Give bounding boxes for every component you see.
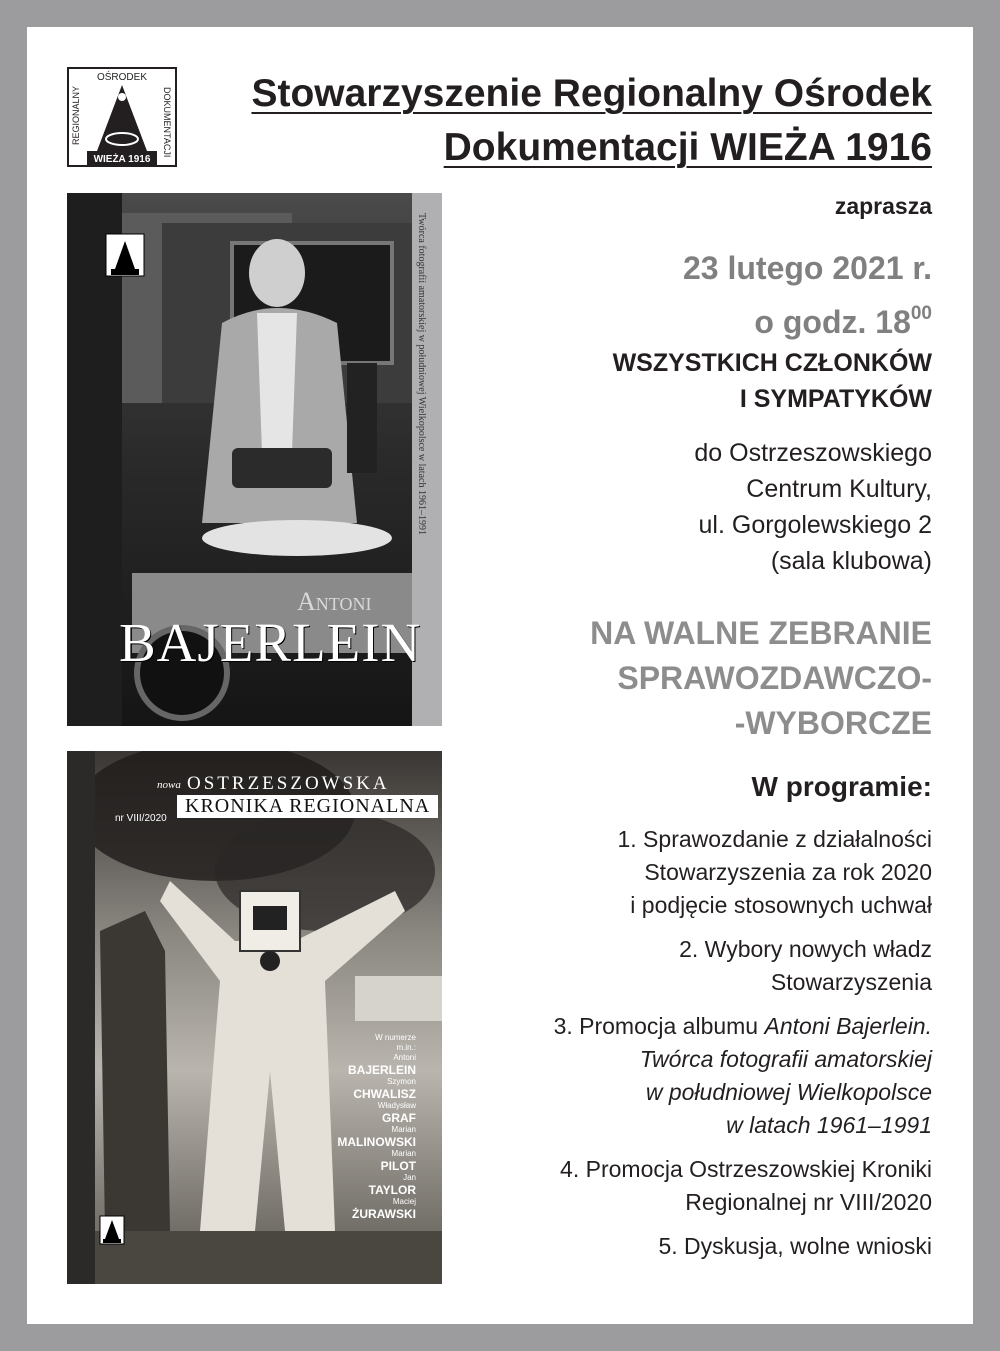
author-first: Władysław bbox=[377, 1101, 416, 1110]
author-last: CHWALISZ bbox=[353, 1087, 416, 1101]
program-line: Stowarzyszenia bbox=[770, 969, 932, 995]
meeting-title bbox=[590, 611, 932, 746]
meeting-line-2: SPRAWOZDAWCZO- bbox=[617, 660, 932, 696]
book-first-name: Antoni bbox=[297, 587, 372, 616]
title-line-1: Stowarzyszenie Regionalny Ośrodek bbox=[251, 72, 932, 115]
contents-label: W numerze bbox=[375, 1033, 416, 1042]
author-last: GRAF bbox=[382, 1111, 416, 1125]
program-item-3 bbox=[462, 1010, 932, 1142]
chronicle-spine bbox=[67, 751, 95, 1284]
tower-logo bbox=[67, 67, 177, 167]
chronicle-issue: nr VIII/2020 bbox=[115, 813, 167, 824]
organization-title bbox=[187, 67, 932, 175]
contents-label: m.in.: bbox=[396, 1043, 416, 1052]
venue bbox=[694, 435, 932, 579]
program-line: i podjęcie stosownych uchwał bbox=[630, 892, 932, 918]
program-line: Stowarzyszenia za rok 2020 bbox=[644, 859, 932, 885]
author-first: Marian bbox=[391, 1125, 416, 1134]
author-first: Maciej bbox=[392, 1197, 416, 1206]
program-line: 1. Sprawozdanie z działalności bbox=[617, 826, 932, 852]
program-list bbox=[462, 823, 932, 1274]
author-first: Marian bbox=[391, 1149, 416, 1158]
date-line: 23 lutego 2021 r. bbox=[682, 250, 932, 286]
album-title: Antoni Bajerlein. bbox=[764, 1013, 932, 1039]
invites-text: zaprasza bbox=[834, 193, 932, 219]
author-last: TAYLOR bbox=[368, 1183, 416, 1197]
author-last: PILOT bbox=[380, 1159, 416, 1173]
program-line: 2. Wybory nowych władz bbox=[679, 936, 932, 962]
time-hour: o godz. 18 bbox=[754, 304, 911, 340]
chronicle-title-bottom: KRONIKA REGIONALNA bbox=[177, 795, 438, 818]
spine-subtitle: Twórca fotografii amatorskiej w południowej Wielkopolsce w latach 1961–1991 bbox=[416, 213, 427, 535]
venue-line-4: (sala klubowa) bbox=[770, 547, 932, 575]
venue-line-3: ul. Gorgolewskiego 2 bbox=[698, 511, 932, 539]
invitees-line-1: WSZYSTKICH CZŁONKÓW bbox=[612, 349, 932, 377]
book-last-name: BAJERLEIN bbox=[119, 612, 422, 673]
album-title: w południowej Wielkopolsce bbox=[645, 1079, 932, 1105]
venue-line-2: Centrum Kultury, bbox=[746, 475, 932, 503]
svg-text:DOKUMENTACJI: DOKUMENTACJI bbox=[162, 87, 172, 158]
chronicle-nowa: nowa bbox=[157, 779, 181, 791]
program-heading: W programie: bbox=[751, 771, 932, 802]
invitees-line-2: I SYMPATYKÓW bbox=[739, 385, 932, 413]
chronicle-title-top: OSTRZESZOWSKA bbox=[187, 773, 390, 794]
svg-text:WIEŻA 1916: WIEŻA 1916 bbox=[93, 154, 151, 165]
program-text: 3. Promocja albumu bbox=[553, 1013, 765, 1039]
title-line-2: Dokumentacji WIEŻA 1916 bbox=[443, 126, 932, 169]
program-line: Regionalnej nr VIII/2020 bbox=[685, 1189, 932, 1215]
time-minutes: 00 bbox=[910, 303, 932, 324]
program-item-4 bbox=[462, 1153, 932, 1219]
mini-tower-logo bbox=[105, 233, 145, 277]
venue-line-1: do Ostrzeszowskiego bbox=[694, 439, 932, 467]
chronicle-cover bbox=[67, 751, 442, 1284]
chronicle-mini-logo bbox=[99, 1215, 125, 1245]
program-item-5 bbox=[462, 1230, 932, 1263]
program-line bbox=[462, 1076, 932, 1109]
svg-text:OŚRODEK: OŚRODEK bbox=[96, 72, 148, 83]
author-first: Szymon bbox=[387, 1077, 416, 1086]
author-last: BAJERLEIN bbox=[347, 1063, 416, 1077]
program-item-2 bbox=[462, 933, 932, 999]
author-last: ŻURAWSKI bbox=[352, 1207, 416, 1221]
author-first: Jan bbox=[403, 1173, 416, 1182]
poster-sheet bbox=[27, 27, 973, 1324]
svg-text:REGIONALNY: REGIONALNY bbox=[71, 85, 81, 145]
author-last: MALINOWSKI bbox=[337, 1135, 416, 1149]
meeting-line-3: -WYBORCZE bbox=[734, 705, 932, 741]
invitees bbox=[613, 345, 932, 417]
program-item-1 bbox=[462, 823, 932, 922]
album-title: w latach 1961–1991 bbox=[726, 1112, 932, 1138]
time-line bbox=[683, 291, 932, 345]
chronicle-contents bbox=[337, 1033, 416, 1221]
event-date bbox=[683, 245, 932, 345]
meeting-line-1: NA WALNE ZEBRANIE bbox=[590, 615, 932, 651]
program-line bbox=[462, 1043, 932, 1076]
album-title: Twórca fotografii amatorskiej bbox=[639, 1046, 932, 1072]
author-first: Antoni bbox=[393, 1053, 416, 1062]
program-line bbox=[462, 1109, 932, 1142]
program-line: 4. Promocja Ostrzeszowskiej Kroniki bbox=[560, 1156, 932, 1182]
bajerlein-album-cover bbox=[67, 193, 442, 726]
program-line bbox=[462, 1010, 932, 1043]
program-line: 5. Dyskusja, wolne wnioski bbox=[658, 1233, 932, 1259]
